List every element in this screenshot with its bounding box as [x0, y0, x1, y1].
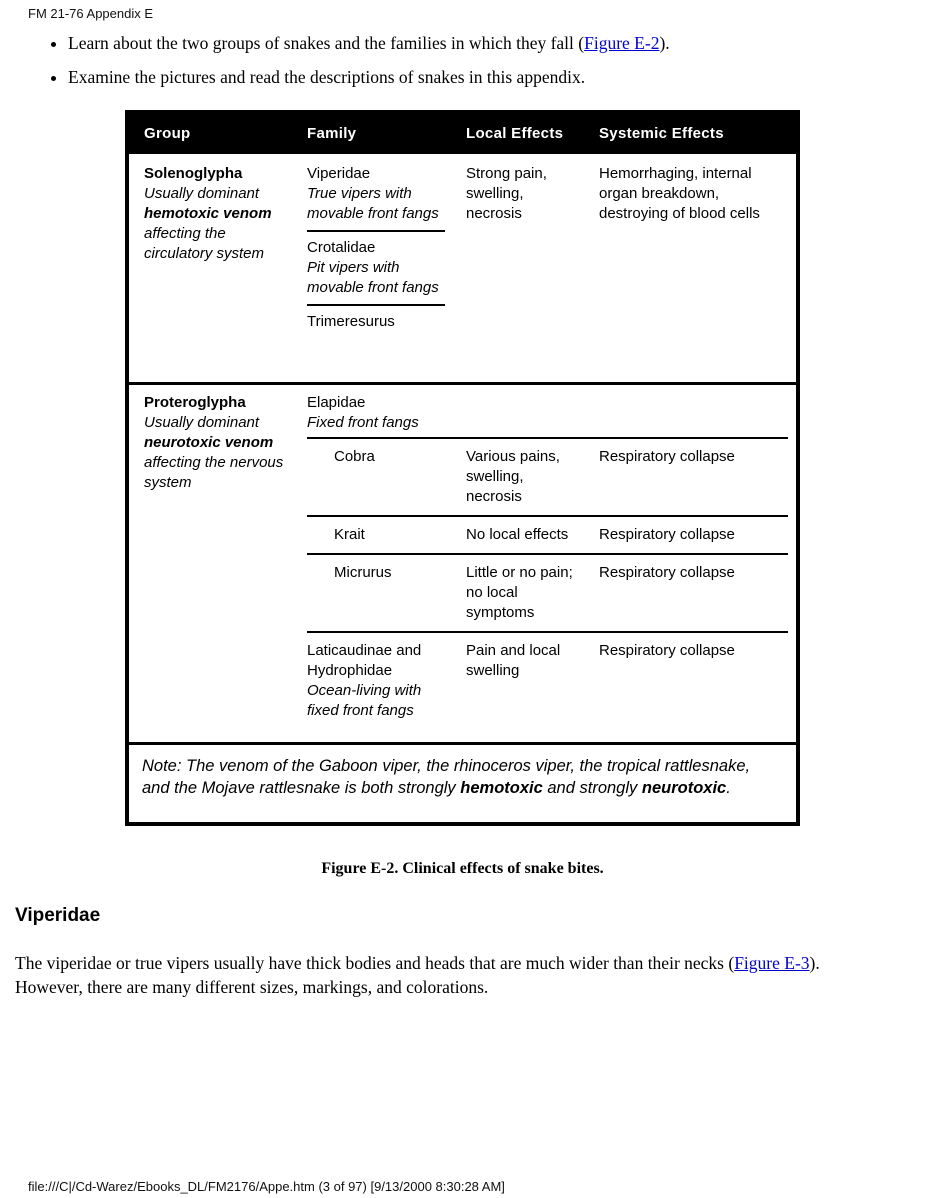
divider — [307, 230, 445, 232]
family-name-trimeresurus: Trimeresurus — [307, 313, 395, 330]
doc-title: FM 21-76 Appendix E — [28, 6, 154, 21]
note-hemotoxic: hemotoxic — [460, 779, 543, 797]
family-name: Cobra — [334, 448, 375, 465]
local-effects-cell: No local effects — [466, 526, 569, 543]
local-effects-cell: Pain and local swelling — [466, 642, 561, 679]
figure-e3-link[interactable]: Figure E-3 — [734, 953, 810, 973]
family-block-crotalidae — [292, 238, 451, 298]
col-header-family: Family — [307, 125, 357, 142]
list-item — [68, 66, 898, 89]
family-name: Viperidae — [307, 165, 371, 182]
solenoglypha-section — [129, 154, 796, 382]
note-text-mid: and strongly — [542, 779, 642, 797]
viperidae-paragraph — [15, 951, 880, 999]
list-item — [68, 32, 898, 55]
proteroglypha-families — [292, 393, 796, 734]
family-name: Crotalidae — [307, 239, 376, 256]
proteroglypha-section — [129, 382, 796, 742]
group-cell-proteroglypha — [129, 393, 292, 734]
group-desc-bold: hemotoxic venom — [144, 205, 272, 222]
group-desc-bold: neurotoxic venom — [144, 434, 274, 451]
group-desc-post: affecting the nervous system — [144, 454, 284, 491]
bullet2-text: Examine the pictures and read the descriptions of snakes in this appendix. — [68, 66, 586, 87]
bullet-list — [68, 32, 898, 100]
table-row-laticaudinae — [292, 637, 796, 725]
family-name: Krait — [334, 526, 365, 543]
table-row-krait — [292, 521, 796, 549]
divider — [307, 553, 788, 555]
group-cell-solenoglypha — [129, 164, 292, 370]
family-name: Laticaudinae and Hydrophidae — [307, 642, 422, 679]
local-effects-cell: Various pains, swelling, necrosis — [466, 448, 560, 505]
systemic-effects-cell: Respiratory collapse — [599, 448, 735, 465]
family-name: Elapidae — [307, 394, 366, 411]
local-effects-cell: Little or no pain; no local symptoms — [466, 564, 573, 621]
bullet1-text-after: ). — [659, 33, 670, 53]
bullet1-text: Learn about the two groups of snakes and the families in which they fall ( — [68, 33, 585, 53]
group-description — [144, 413, 284, 493]
table-note — [129, 742, 796, 822]
divider — [307, 515, 788, 517]
family-block-elapidae — [292, 393, 796, 433]
file-path-footer: file:///C|/Cd-Warez/Ebooks_DL/FM2176/Appe.htm (3 of 97) [9/13/2000 8:30:28 AM] — [28, 1179, 505, 1194]
col-header-group: Group — [144, 125, 191, 142]
divider — [307, 437, 788, 439]
group-description — [144, 184, 284, 264]
paragraph-text: The viperidae or true vipers usually have thick bodies and heads that are much wider than their necks ( — [15, 953, 735, 973]
table-row-cobra — [292, 443, 796, 511]
systemic-effects-cell: Respiratory collapse — [599, 642, 735, 659]
local-effects-cell: Strong pain, swelling, necrosis — [466, 165, 547, 222]
figure-caption: Figure E-2. Clinical effects of snake bites. — [321, 860, 604, 877]
family-description: Ocean-living with fixed front fangs — [307, 682, 422, 719]
note-neurotoxic: neurotoxic — [641, 779, 727, 797]
systemic-effects-cell: Respiratory collapse — [599, 564, 735, 581]
group-desc-pre: Usually dominant — [144, 185, 260, 202]
divider — [307, 631, 788, 633]
family-cell-solenoglypha — [292, 164, 451, 370]
family-description: True vipers with movable front fangs — [307, 185, 439, 222]
snake-effects-table — [125, 110, 800, 826]
group-name: Proteroglypha — [144, 394, 246, 411]
note-text: Note: The venom of the Gaboon viper, the rhinoceros viper, the tropical rattlesnake, and the Mojave rattlesnake is both strongly — [142, 757, 751, 797]
viperidae-heading: Viperidae — [15, 905, 101, 926]
figure-e2-link[interactable]: Figure E-2 — [584, 33, 660, 53]
table-header-row — [129, 114, 796, 154]
note-text-end: . — [726, 779, 731, 797]
systemic-effects-cell: Respiratory collapse — [599, 526, 735, 543]
systemic-effects-cell: Hemorrhaging, internal organ breakdown, destroying of blood cells — [599, 165, 760, 222]
group-desc-pre: Usually dominant — [144, 414, 260, 431]
paragraph-text-after: ). However, there are many different sizes, markings, and colorations. — [15, 953, 820, 998]
table-row-micrurus — [292, 559, 796, 627]
family-name: Micrurus — [334, 564, 392, 581]
family-block-viperidae — [292, 164, 451, 224]
col-header-local-effects: Local Effects — [466, 125, 564, 142]
family-description: Fixed front fangs — [307, 414, 419, 431]
family-cell — [292, 641, 451, 721]
family-description: Pit vipers with movable front fangs — [307, 259, 439, 296]
group-name: Solenoglypha — [144, 165, 243, 182]
col-header-systemic-effects: Systemic Effects — [599, 125, 724, 142]
divider — [307, 304, 445, 306]
group-desc-post: affecting the circulatory system — [144, 225, 265, 262]
